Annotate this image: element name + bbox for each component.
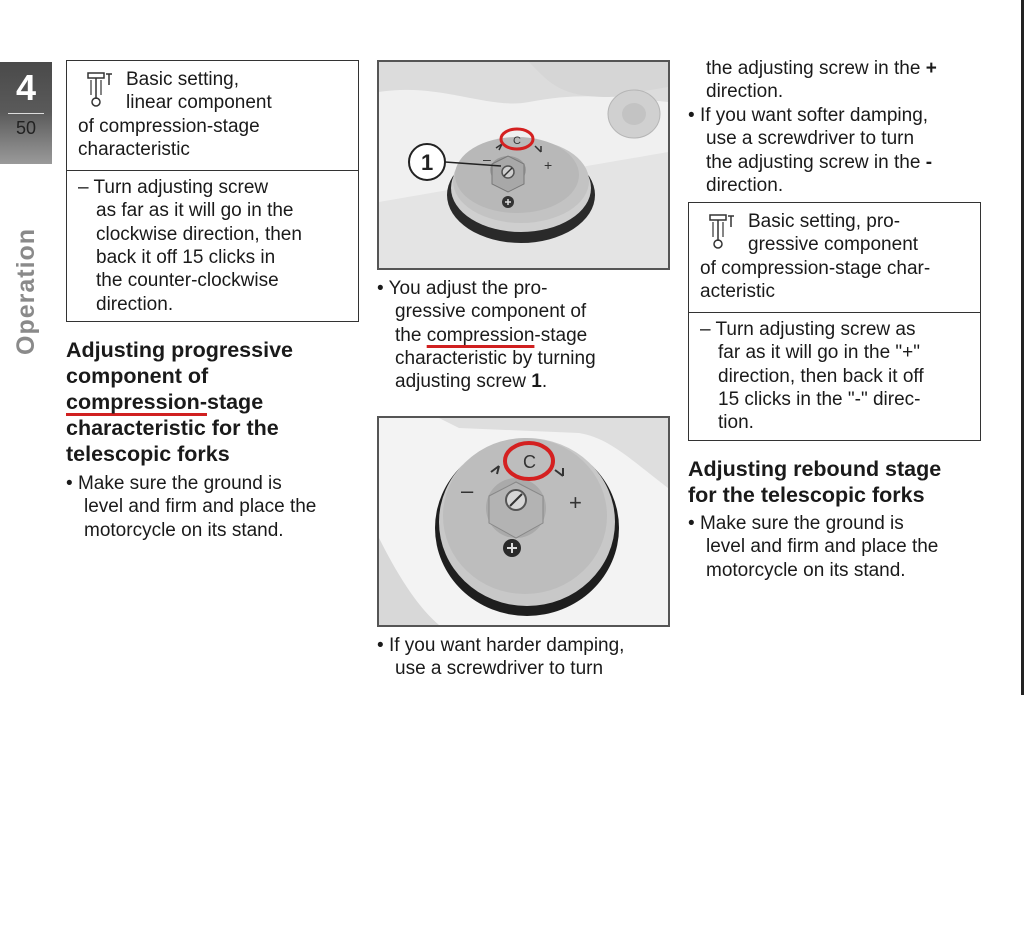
head-line: gressive component (748, 234, 919, 256)
head-line: linear component (126, 92, 272, 114)
bullet-progressive-info: • You adjust the pro- gressive component of the compression-stage characteristic by turning adjusting screw 1. (377, 278, 596, 393)
continued-harder-damping: the adjusting screw in the + direction. (706, 58, 937, 103)
instruction-line: 15 clicks in the "-" direc- (718, 389, 921, 411)
head-line: acteristic (700, 280, 775, 302)
instruction-step: – Turn adjusting screw (78, 177, 269, 199)
heading-line: for the telescopic forks (688, 483, 925, 507)
fork-adjust-icon (85, 71, 115, 109)
bullet-harder-damping: • If you want harder damping, use a screwdriver to turn (377, 635, 625, 680)
callout-number: 1 (421, 150, 434, 175)
photo-adjuster-callout (377, 60, 670, 270)
plus-mark: + (569, 490, 582, 515)
instruction-line: far as it will go in the "+" (718, 342, 920, 364)
highlight-underline: compression- (66, 390, 207, 414)
heading-line: component of (66, 364, 209, 388)
instruction-line: as far as it will go in the (96, 200, 294, 222)
setting-box-linear (66, 60, 359, 322)
setting-box-body (689, 313, 980, 439)
instruction-line: direction. (96, 293, 174, 315)
setting-box-head (689, 203, 980, 313)
head-line: characteristic (78, 138, 190, 160)
highlight-underline: compression (426, 324, 535, 346)
instruction-line: the counter-clockwise (96, 270, 279, 292)
photo-adjuster-closeup (377, 416, 670, 627)
head-line: of compression-stage (78, 115, 260, 137)
chapter-number: 4 (15, 67, 37, 108)
setting-box-progressive (688, 202, 981, 441)
dial-c-mark: C (523, 452, 536, 472)
minus-mark: – (483, 151, 491, 167)
chapter-divider (8, 113, 44, 114)
plus-mark: + (544, 157, 553, 173)
head-line: Basic setting, (126, 69, 239, 90)
adjuster-closeup-illustration (379, 418, 668, 625)
adjuster-photo-illustration (379, 62, 668, 268)
section-heading-progressive (66, 337, 366, 467)
fork-adjust-icon (707, 213, 737, 251)
heading-line: telescopic forks (66, 442, 230, 466)
heading-line: Adjusting rebound stage (688, 457, 942, 481)
section-title: Operation (12, 227, 40, 355)
bullet-softer-damping: • If you want softer damping, use a screwdriver to turn the adjusting screw in the - direction. (688, 105, 933, 196)
setting-box-body (67, 171, 358, 321)
section-heading-rebound (688, 456, 1008, 508)
instruction-line: tion. (718, 412, 754, 434)
bullet-ground-level-2: • Make sure the ground is level and firm and place the motorcycle on its stand. (688, 513, 939, 581)
heading-line: compression-stage (66, 390, 264, 414)
instruction-line: direction, then back it off (718, 365, 924, 387)
minus-mark: – (461, 478, 474, 503)
instruction-line: back it off 15 clicks in (96, 247, 276, 269)
page-number: 50 (15, 118, 37, 138)
head-line: of compression-stage char- (700, 257, 931, 279)
heading-line: characteristic for the (66, 416, 279, 440)
heading-line: Adjusting progressive (66, 338, 293, 362)
dial-c-mark: C (513, 135, 521, 147)
head-line: Basic setting, pro- (748, 211, 901, 232)
instruction-step: – Turn adjusting screw as (700, 319, 916, 341)
setting-box-head (67, 61, 358, 171)
instruction-line: clockwise direction, then (96, 223, 302, 245)
bullet-ground-level: • Make sure the ground is level and firm and place the motorcycle on its stand. (66, 473, 317, 541)
